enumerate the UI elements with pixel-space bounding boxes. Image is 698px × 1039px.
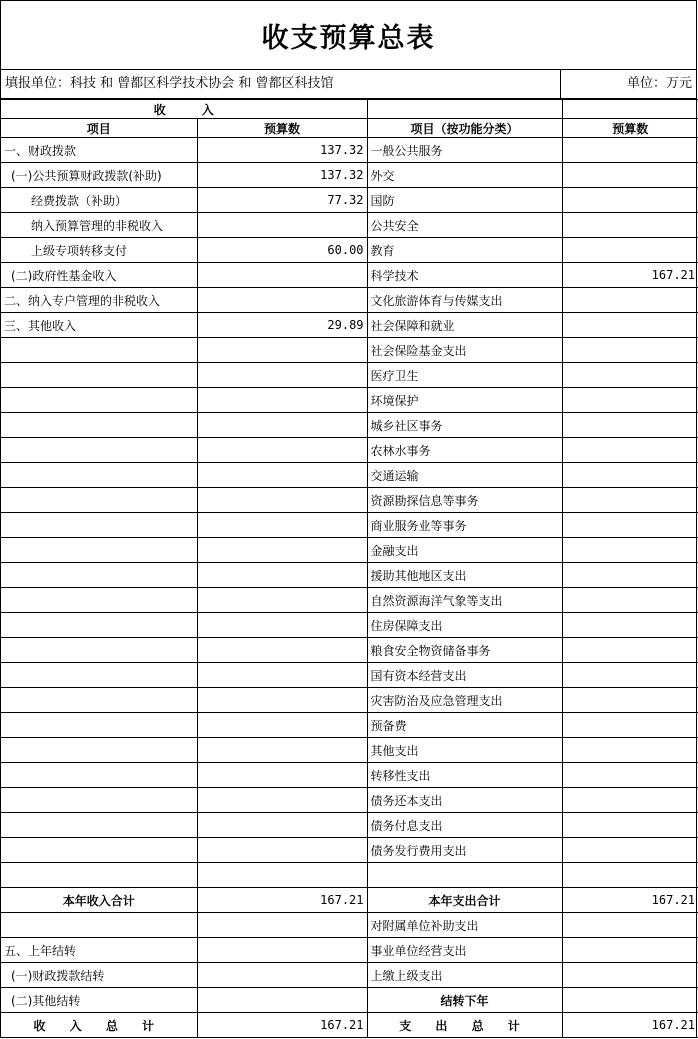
expense-budget: [562, 413, 698, 438]
expense-budget: [562, 363, 698, 388]
expense-budget: [562, 663, 698, 688]
table-row: [1, 263, 698, 288]
expense-budget: [562, 738, 698, 763]
expense-item: 灾害防治及应急管理支出: [367, 688, 562, 713]
year-income-total-label: 本年收入合计: [1, 888, 197, 913]
expense-item: 国防: [367, 188, 562, 213]
col-header-item: 项目: [1, 119, 197, 138]
table-row: [1, 313, 698, 338]
income-item: [1, 638, 197, 663]
income-budget: [197, 588, 367, 613]
expense-item: 一般公共服务: [367, 138, 562, 163]
table-row: [1, 338, 698, 363]
table-row: [1, 413, 698, 438]
expense-item: 社会保障和就业: [367, 313, 562, 338]
table-row: [1, 363, 698, 388]
income-item: (一)公共预算财政拨款(补助): [1, 163, 197, 188]
expense-item: 结转下年: [367, 988, 562, 1013]
expense-budget: [562, 438, 698, 463]
expense-budget: [562, 838, 698, 863]
expense-budget: [562, 463, 698, 488]
income-item: [1, 513, 197, 538]
expense-budget: [562, 863, 698, 888]
expense-budget: [562, 338, 698, 363]
expense-budget: [562, 713, 698, 738]
expense-budget: [562, 238, 698, 263]
income-item: [1, 663, 197, 688]
table-row: [1, 563, 698, 588]
income-budget: 60.00: [197, 238, 367, 263]
expense-item: 文化旅游体育与传媒支出: [367, 288, 562, 313]
expense-budget: [562, 388, 698, 413]
column-header-row: [1, 119, 698, 138]
income-item: (一)财政拨款结转: [1, 963, 197, 988]
income-section-header: 收 入: [1, 100, 367, 119]
col-header-item-func: 项目（按功能分类）: [367, 119, 562, 138]
income-item: [1, 613, 197, 638]
income-budget: [197, 913, 367, 938]
income-total-label: 收 入 总 计: [1, 1013, 197, 1038]
income-budget: [197, 788, 367, 813]
year-income-total-value: 167.21: [197, 888, 367, 913]
expense-budget: [562, 513, 698, 538]
budget-table: [1, 99, 698, 1038]
expense-budget: [562, 763, 698, 788]
table-row: [1, 988, 698, 1013]
income-budget: [197, 538, 367, 563]
expense-item: 对附属单位补助支出: [367, 913, 562, 938]
income-budget: [197, 288, 367, 313]
income-item: [1, 413, 197, 438]
income-item: (二)政府性基金收入: [1, 263, 197, 288]
expense-budget: [562, 588, 698, 613]
income-item: 二、纳入专户管理的非税收入: [1, 288, 197, 313]
expense-item: 预备费: [367, 713, 562, 738]
income-budget: [197, 838, 367, 863]
table-row: [1, 288, 698, 313]
expense-budget: [562, 813, 698, 838]
income-item: 一、财政拨款: [1, 138, 197, 163]
expense-item: 科学技术: [367, 263, 562, 288]
income-budget: [197, 813, 367, 838]
table-row: [1, 213, 698, 238]
expense-item: 医疗卫生: [367, 363, 562, 388]
income-item: [1, 438, 197, 463]
title-row: [1, 1, 696, 70]
table-row: [1, 663, 698, 688]
income-budget: [197, 638, 367, 663]
income-budget: 29.89: [197, 313, 367, 338]
expense-total-label: 支 出 总 计: [367, 1013, 562, 1038]
expense-budget: [562, 538, 698, 563]
income-item: [1, 363, 197, 388]
income-item: [1, 713, 197, 738]
expense-budget: [562, 788, 698, 813]
income-item: [1, 563, 197, 588]
income-budget: [197, 938, 367, 963]
table-row: [1, 488, 698, 513]
table-row: [1, 813, 698, 838]
expense-budget: [562, 563, 698, 588]
income-budget: [197, 513, 367, 538]
income-item: [1, 688, 197, 713]
expense-budget: [562, 688, 698, 713]
section-header-row: [1, 100, 698, 119]
income-item: 五、上年结转: [1, 938, 197, 963]
expense-budget: [562, 163, 698, 188]
table-row: [1, 188, 698, 213]
expense-item: 金融支出: [367, 538, 562, 563]
income-item: [1, 863, 197, 888]
table-row: [1, 438, 698, 463]
income-item: [1, 488, 197, 513]
income-budget: 137.32: [197, 138, 367, 163]
table-row: [1, 763, 698, 788]
col-header-budget-right: 预算数: [562, 119, 698, 138]
table-row: [1, 463, 698, 488]
income-budget: [197, 613, 367, 638]
income-budget: 77.32: [197, 188, 367, 213]
expense-item: 债务发行费用支出: [367, 838, 562, 863]
year-expense-total-label: 本年支出合计: [367, 888, 562, 913]
expense-budget: [562, 313, 698, 338]
expense-item: 教育: [367, 238, 562, 263]
income-budget: [197, 863, 367, 888]
income-item: [1, 538, 197, 563]
income-budget: [197, 438, 367, 463]
table-row: [1, 163, 698, 188]
income-item: [1, 338, 197, 363]
year-expense-total-value: 167.21: [562, 888, 698, 913]
expense-item: 债务付息支出: [367, 813, 562, 838]
expense-item: 城乡社区事务: [367, 413, 562, 438]
income-budget: [197, 763, 367, 788]
expense-budget: [562, 938, 698, 963]
income-item: [1, 463, 197, 488]
income-budget: [197, 713, 367, 738]
reporting-unit: 填报单位：科技 和 曾都区科学技术协会 和 曾都区科技馆: [1, 70, 561, 98]
unit-row: [1, 70, 696, 99]
expense-budget: [562, 188, 698, 213]
income-budget: [197, 688, 367, 713]
expense-budget: 167.21: [562, 263, 698, 288]
income-budget: [197, 388, 367, 413]
income-budget: [197, 263, 367, 288]
income-item: [1, 838, 197, 863]
income-budget: [197, 988, 367, 1013]
year-total-row: [1, 888, 698, 913]
expense-item: 资源勘探信息等事务: [367, 488, 562, 513]
expense-budget: [562, 288, 698, 313]
income-item: [1, 388, 197, 413]
income-budget: 137.32: [197, 163, 367, 188]
expense-item: 公共安全: [367, 213, 562, 238]
expense-section-header-blank-2: [562, 100, 698, 119]
table-row: [1, 613, 698, 638]
col-header-budget: 预算数: [197, 119, 367, 138]
expense-item: 环境保护: [367, 388, 562, 413]
expense-item: 事业单位经营支出: [367, 938, 562, 963]
expense-budget: [562, 138, 698, 163]
income-budget: [197, 663, 367, 688]
expense-budget: [562, 638, 698, 663]
expense-total-value: 167.21: [562, 1013, 698, 1038]
income-total-value: 167.21: [197, 1013, 367, 1038]
table-row: [1, 938, 698, 963]
table-row: [1, 963, 698, 988]
table-row: [1, 538, 698, 563]
income-item: [1, 738, 197, 763]
expense-section-header-blank: [367, 100, 562, 119]
expense-item: 商业服务业等事务: [367, 513, 562, 538]
expense-item: 其他支出: [367, 738, 562, 763]
income-item: 上级专项转移支付: [1, 238, 197, 263]
page-title: 收支预算总表: [261, 22, 436, 54]
expense-budget: [562, 913, 698, 938]
table-row: [1, 588, 698, 613]
expense-budget: [562, 988, 698, 1013]
expense-item: 转移性支出: [367, 763, 562, 788]
income-item: [1, 588, 197, 613]
income-item: 纳入预算管理的非税收入: [1, 213, 197, 238]
income-budget: [197, 363, 367, 388]
expense-budget: [562, 488, 698, 513]
table-row: [1, 388, 698, 413]
income-budget: [197, 738, 367, 763]
table-row: [1, 738, 698, 763]
expense-budget: [562, 613, 698, 638]
table-row: [1, 138, 698, 163]
table-row: [1, 713, 698, 738]
expense-item: 自然资源海洋气象等支出: [367, 588, 562, 613]
expense-item: 社会保险基金支出: [367, 338, 562, 363]
table-row: [1, 838, 698, 863]
expense-item: 交通运输: [367, 463, 562, 488]
table-row: [1, 238, 698, 263]
expense-item: 上缴上级支出: [367, 963, 562, 988]
grand-total-row: [1, 1013, 698, 1038]
income-item: 三、其他收入: [1, 313, 197, 338]
table-row: [1, 513, 698, 538]
income-item: (二)其他结转: [1, 988, 197, 1013]
expense-item: 粮食安全物资储备事务: [367, 638, 562, 663]
income-budget: [197, 338, 367, 363]
income-budget: [197, 488, 367, 513]
expense-budget: [562, 963, 698, 988]
table-row: [1, 913, 698, 938]
table-row: [1, 863, 698, 888]
table-row: [1, 688, 698, 713]
expense-item: 外交: [367, 163, 562, 188]
table-row: [1, 638, 698, 663]
expense-item: 农林水事务: [367, 438, 562, 463]
income-item: 经费拨款（补助）: [1, 188, 197, 213]
expense-item: 债务还本支出: [367, 788, 562, 813]
income-budget: [197, 963, 367, 988]
currency-unit: 单位：万元: [626, 76, 692, 91]
income-item: [1, 763, 197, 788]
table-row: [1, 788, 698, 813]
income-item: [1, 788, 197, 813]
expense-budget: [562, 213, 698, 238]
expense-item: 住房保障支出: [367, 613, 562, 638]
expense-item: 国有资本经营支出: [367, 663, 562, 688]
income-budget: [197, 213, 367, 238]
expense-item: 援助其他地区支出: [367, 563, 562, 588]
income-budget: [197, 413, 367, 438]
income-budget: [197, 463, 367, 488]
expense-item: [367, 863, 562, 888]
income-item: [1, 813, 197, 838]
income-item: [1, 913, 197, 938]
income-budget: [197, 563, 367, 588]
